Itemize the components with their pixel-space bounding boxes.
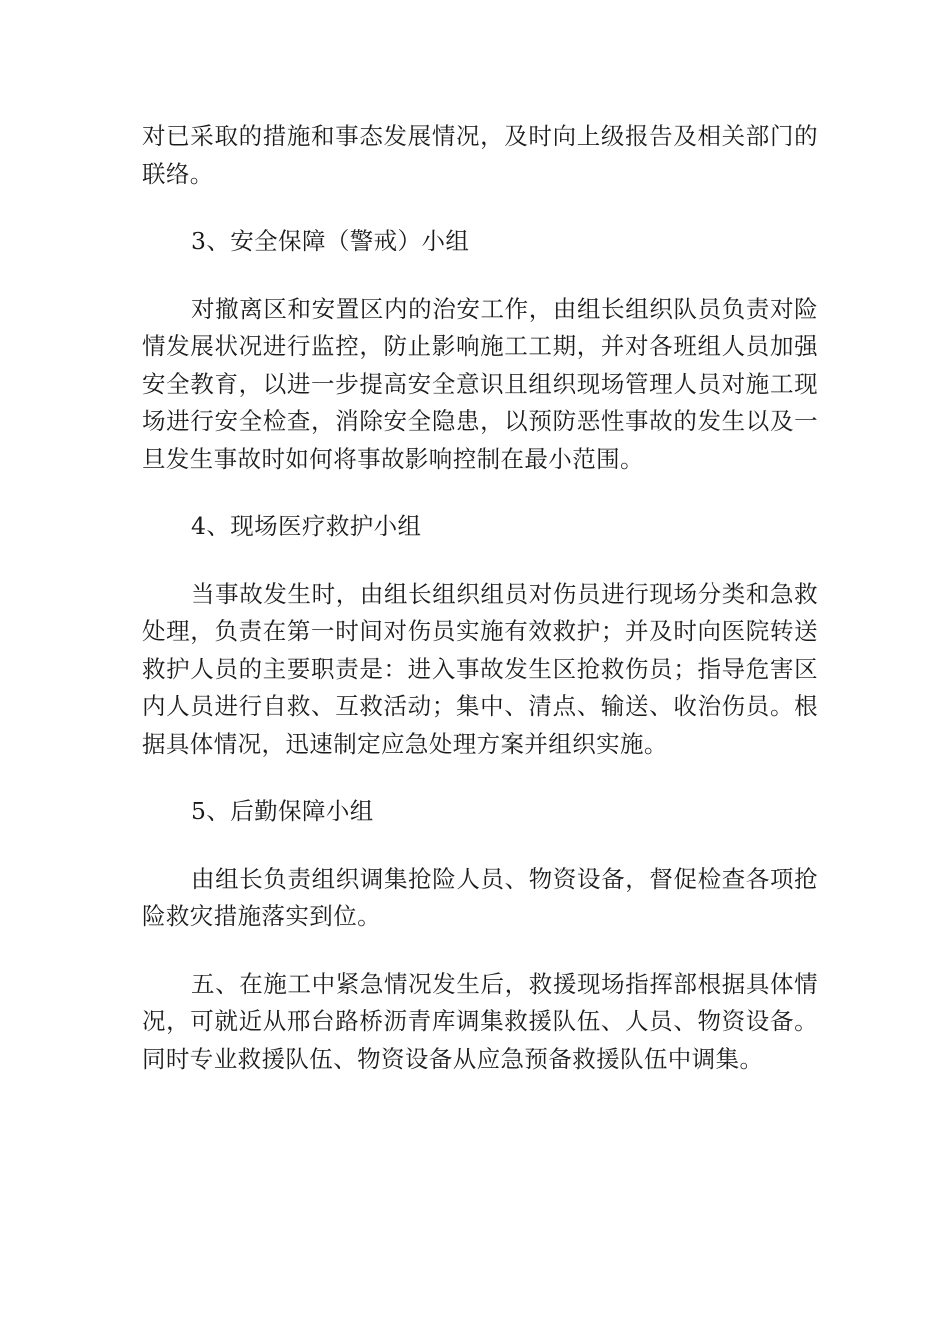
- section-heading-security: 3、安全保障（警戒）小组: [191, 227, 470, 255]
- section-heading-medical: 4、现场医疗救护小组: [191, 512, 422, 540]
- paragraph-medical: 当事故发生时，由组长组织组员对伤员进行现场分类和急救处理，负责在第一时间对伤员实施有效救护；并及时向医院转送救护人员的主要职责是：进入事故发生区抢救伤员；指导危害区内人员进行自救、互救活动；集中、清点、输送、收治伤员。根据具体情况，迅速制定应急处理方案并组织实施。: [142, 579, 818, 758]
- paragraph-continuation: 对已采取的措施和事态发展情况，及时向上级报告及相关部门的联络。: [142, 122, 818, 188]
- paragraph-security: 对撤离区和安置区内的治安工作，由组长组织队员负责对险情发展状况进行监控，防止影响施工工期，并对各班组人员加强安全教育，以进一步提高安全意识且组织现场管理人员对施工现场进行安全检查，消除安全隐患，以预防恶性事故的发生以及一旦发生事故时如何将事故影响控制在最小范围。: [142, 294, 818, 473]
- paragraph-logistics: 由组长负责组织调集抢险人员、物资设备，督促检查各项抢险救灾措施落实到位。: [142, 864, 818, 930]
- section-heading-logistics: 5、后勤保障小组: [191, 797, 374, 825]
- paragraph-section-five: 五、在施工中紧急情况发生后，救援现场指挥部根据具体情况，可就近从邢台路桥沥青库调集救援队伍、人员、物资设备。同时专业救援队伍、物资设备从应急预备救援队伍中调集。: [142, 969, 818, 1073]
- document-body: [142, 118, 818, 1078]
